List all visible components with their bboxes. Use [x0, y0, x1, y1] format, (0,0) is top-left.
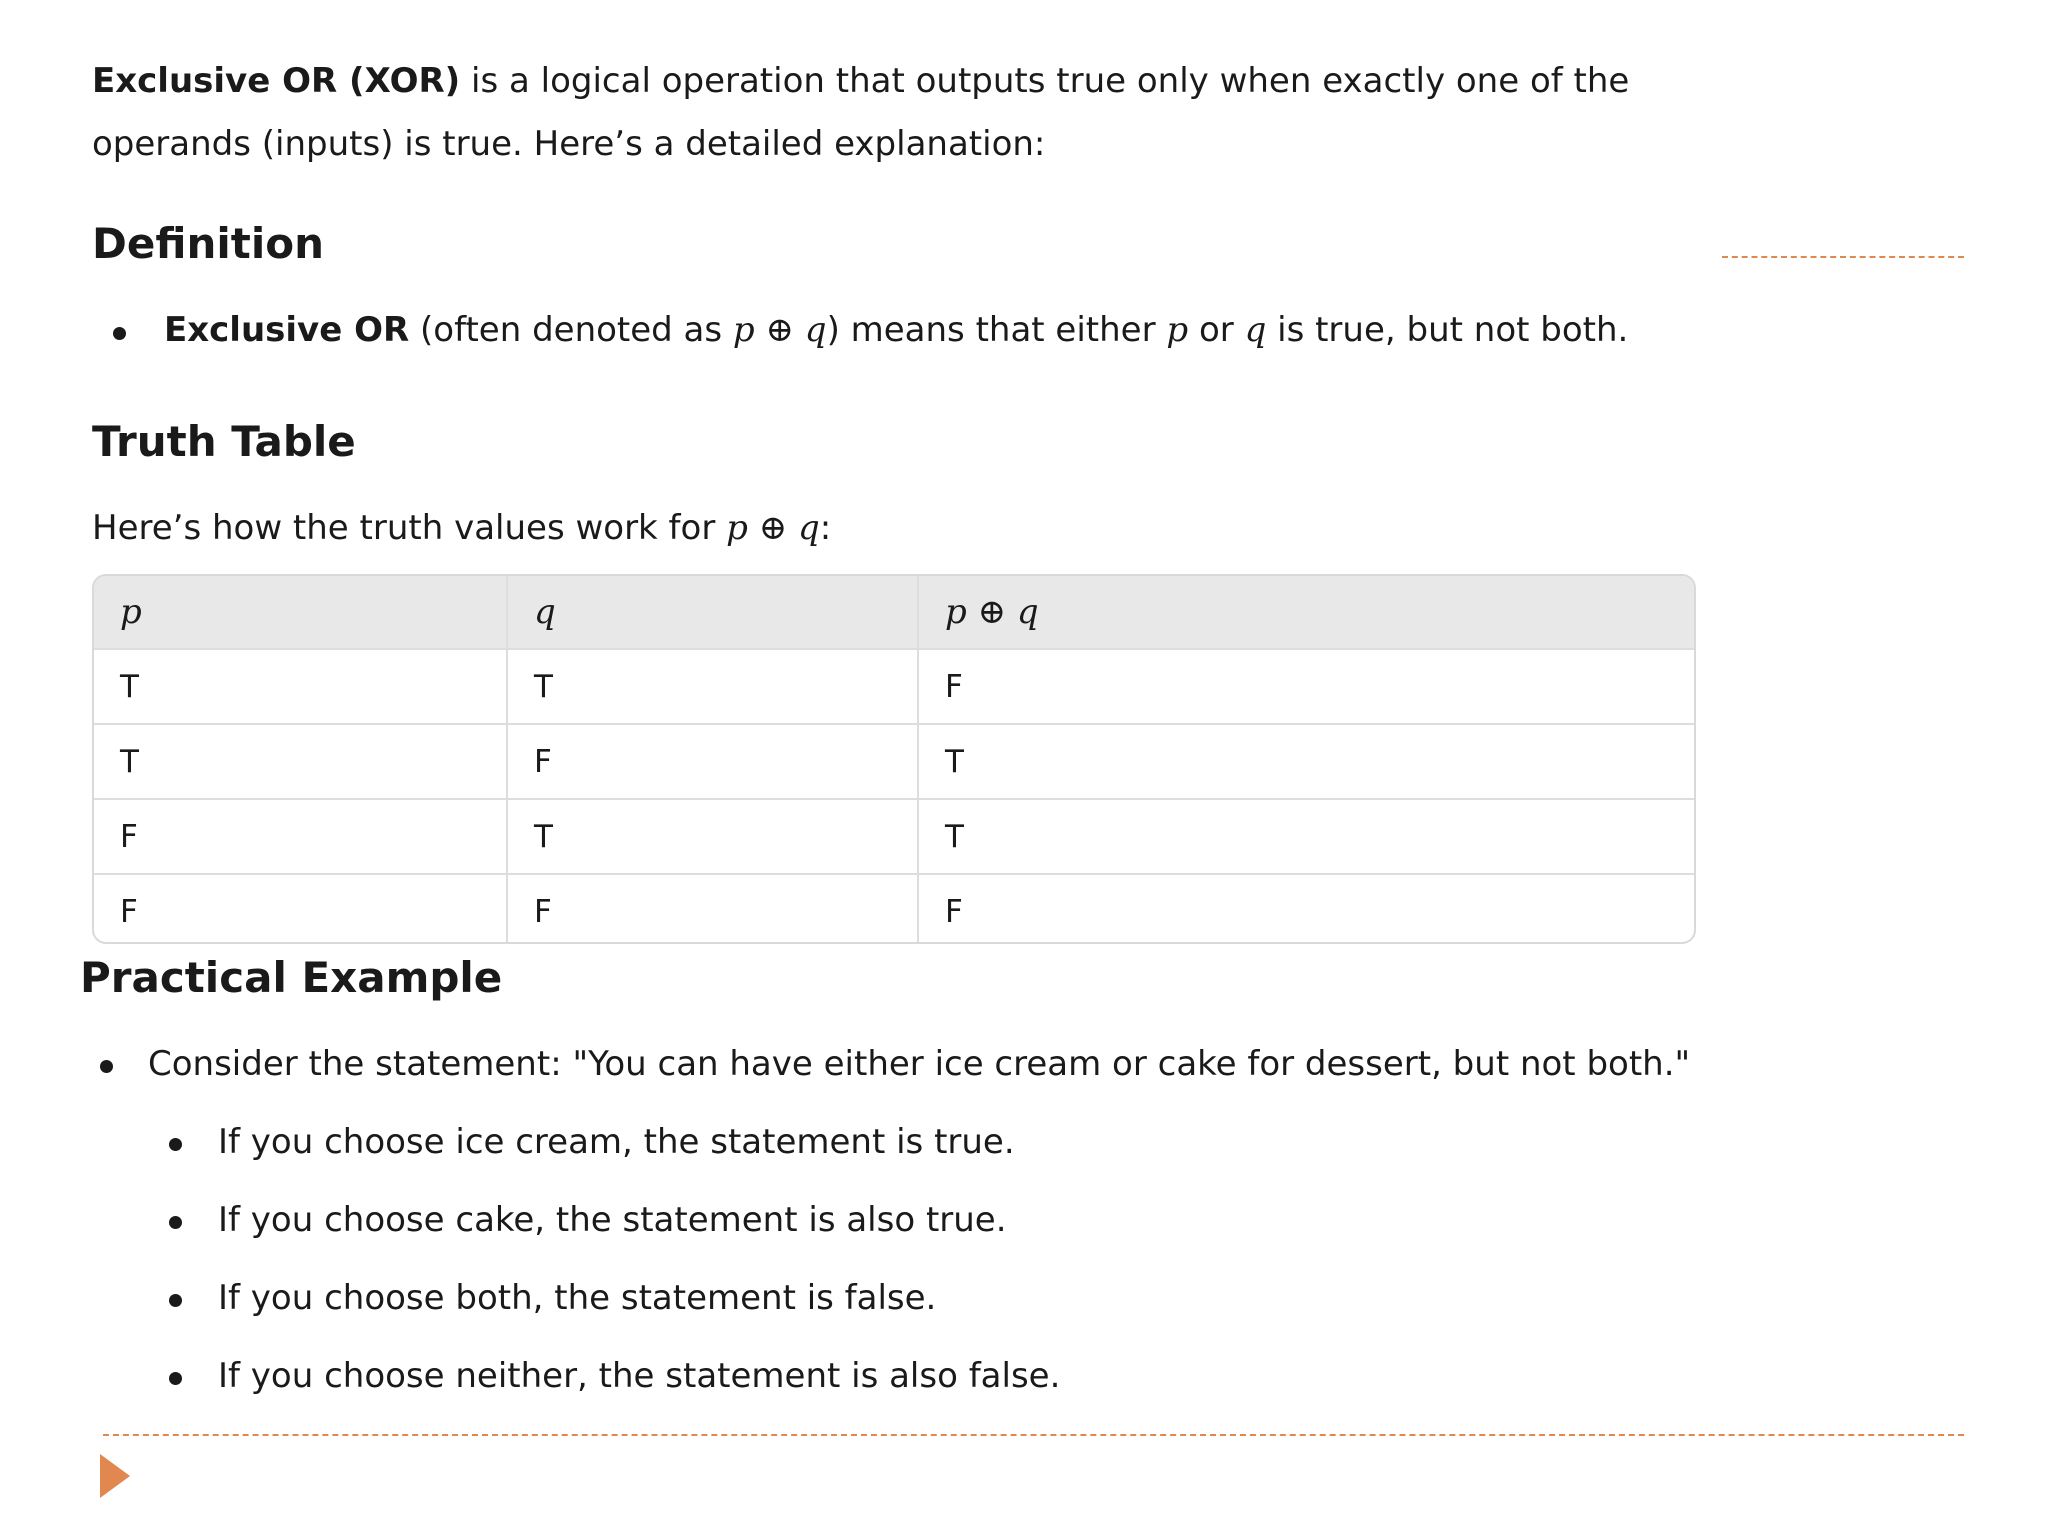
definition-heading: Definition	[92, 219, 325, 268]
table-row	[94, 724, 1694, 799]
table-cell: T	[918, 724, 1694, 799]
definition-bold: Exclusive OR	[164, 310, 410, 350]
play-triangle-icon[interactable]	[100, 1454, 130, 1498]
intro-bold-lead: Exclusive OR (XOR)	[92, 61, 461, 101]
truth-table-lead-math: p ⊕ q	[726, 508, 820, 548]
intro-text: is a logical operation that outputs true only when exactly one of the operands (inputs) is true. Here’s a detailed explanation:	[92, 61, 1630, 164]
definition-text-1: (often denoted as	[409, 310, 733, 350]
sub-bullet-point	[169, 1138, 182, 1151]
sub-bullet-point	[169, 1372, 182, 1385]
list-item: If you choose both, the statement is false.	[218, 1278, 937, 1318]
definition-text-4: is true, but not both.	[1266, 310, 1629, 350]
table-row	[94, 874, 1694, 944]
list-item: If you choose neither, the statement is also false.	[218, 1356, 1061, 1396]
table-cell: F	[507, 724, 918, 799]
practical-example-heading: Practical Example	[80, 953, 503, 1002]
table-header-q: q	[507, 576, 918, 649]
sub-bullet-point	[169, 1294, 182, 1307]
dashed-divider-bottom	[103, 1434, 1964, 1436]
table-cell: F	[507, 874, 918, 944]
table-cell: T	[507, 799, 918, 874]
list-item: If you choose ice cream, the statement is true.	[218, 1122, 1015, 1162]
table-cell: T	[94, 724, 507, 799]
table-cell: T	[918, 799, 1694, 874]
practical-statement: Consider the statement: "You can have either ice cream or cake for dessert, but not both."	[148, 1044, 1691, 1084]
table-cell: F	[94, 874, 507, 944]
truth-table	[92, 574, 1696, 944]
definition-text-3: or	[1188, 310, 1245, 350]
math-q: q	[1244, 310, 1267, 350]
table-row	[94, 649, 1694, 724]
math-p-xor-q: p ⊕ q	[732, 310, 827, 350]
table-cell: F	[94, 799, 507, 874]
math-p: p	[1166, 310, 1189, 350]
definition-text-2: ) means that either	[826, 310, 1167, 350]
bullet-point	[113, 327, 126, 340]
dashed-divider-top	[1722, 256, 1964, 258]
table-cell: F	[945, 893, 963, 930]
intro-paragraph	[92, 50, 1672, 176]
bullet-point	[100, 1060, 113, 1073]
table-cell: T	[507, 649, 918, 724]
list-item: If you choose cake, the statement is also true.	[218, 1200, 1007, 1240]
table-header-p-xor-q: p ⊕ q	[918, 576, 1694, 649]
table-row	[94, 799, 1694, 874]
table-header-p: p	[94, 576, 507, 649]
table-cell: T	[94, 649, 507, 724]
truth-table-lead-text: Here’s how the truth values work for	[92, 508, 727, 548]
sub-bullet-point	[169, 1216, 182, 1229]
table-cell: F	[918, 649, 1694, 724]
truth-table-lead	[92, 504, 831, 552]
table-header-row	[94, 576, 1694, 649]
truth-table-lead-end: :	[819, 508, 832, 548]
truth-table-heading: Truth Table	[92, 417, 356, 466]
definition-bullet	[164, 306, 1628, 354]
